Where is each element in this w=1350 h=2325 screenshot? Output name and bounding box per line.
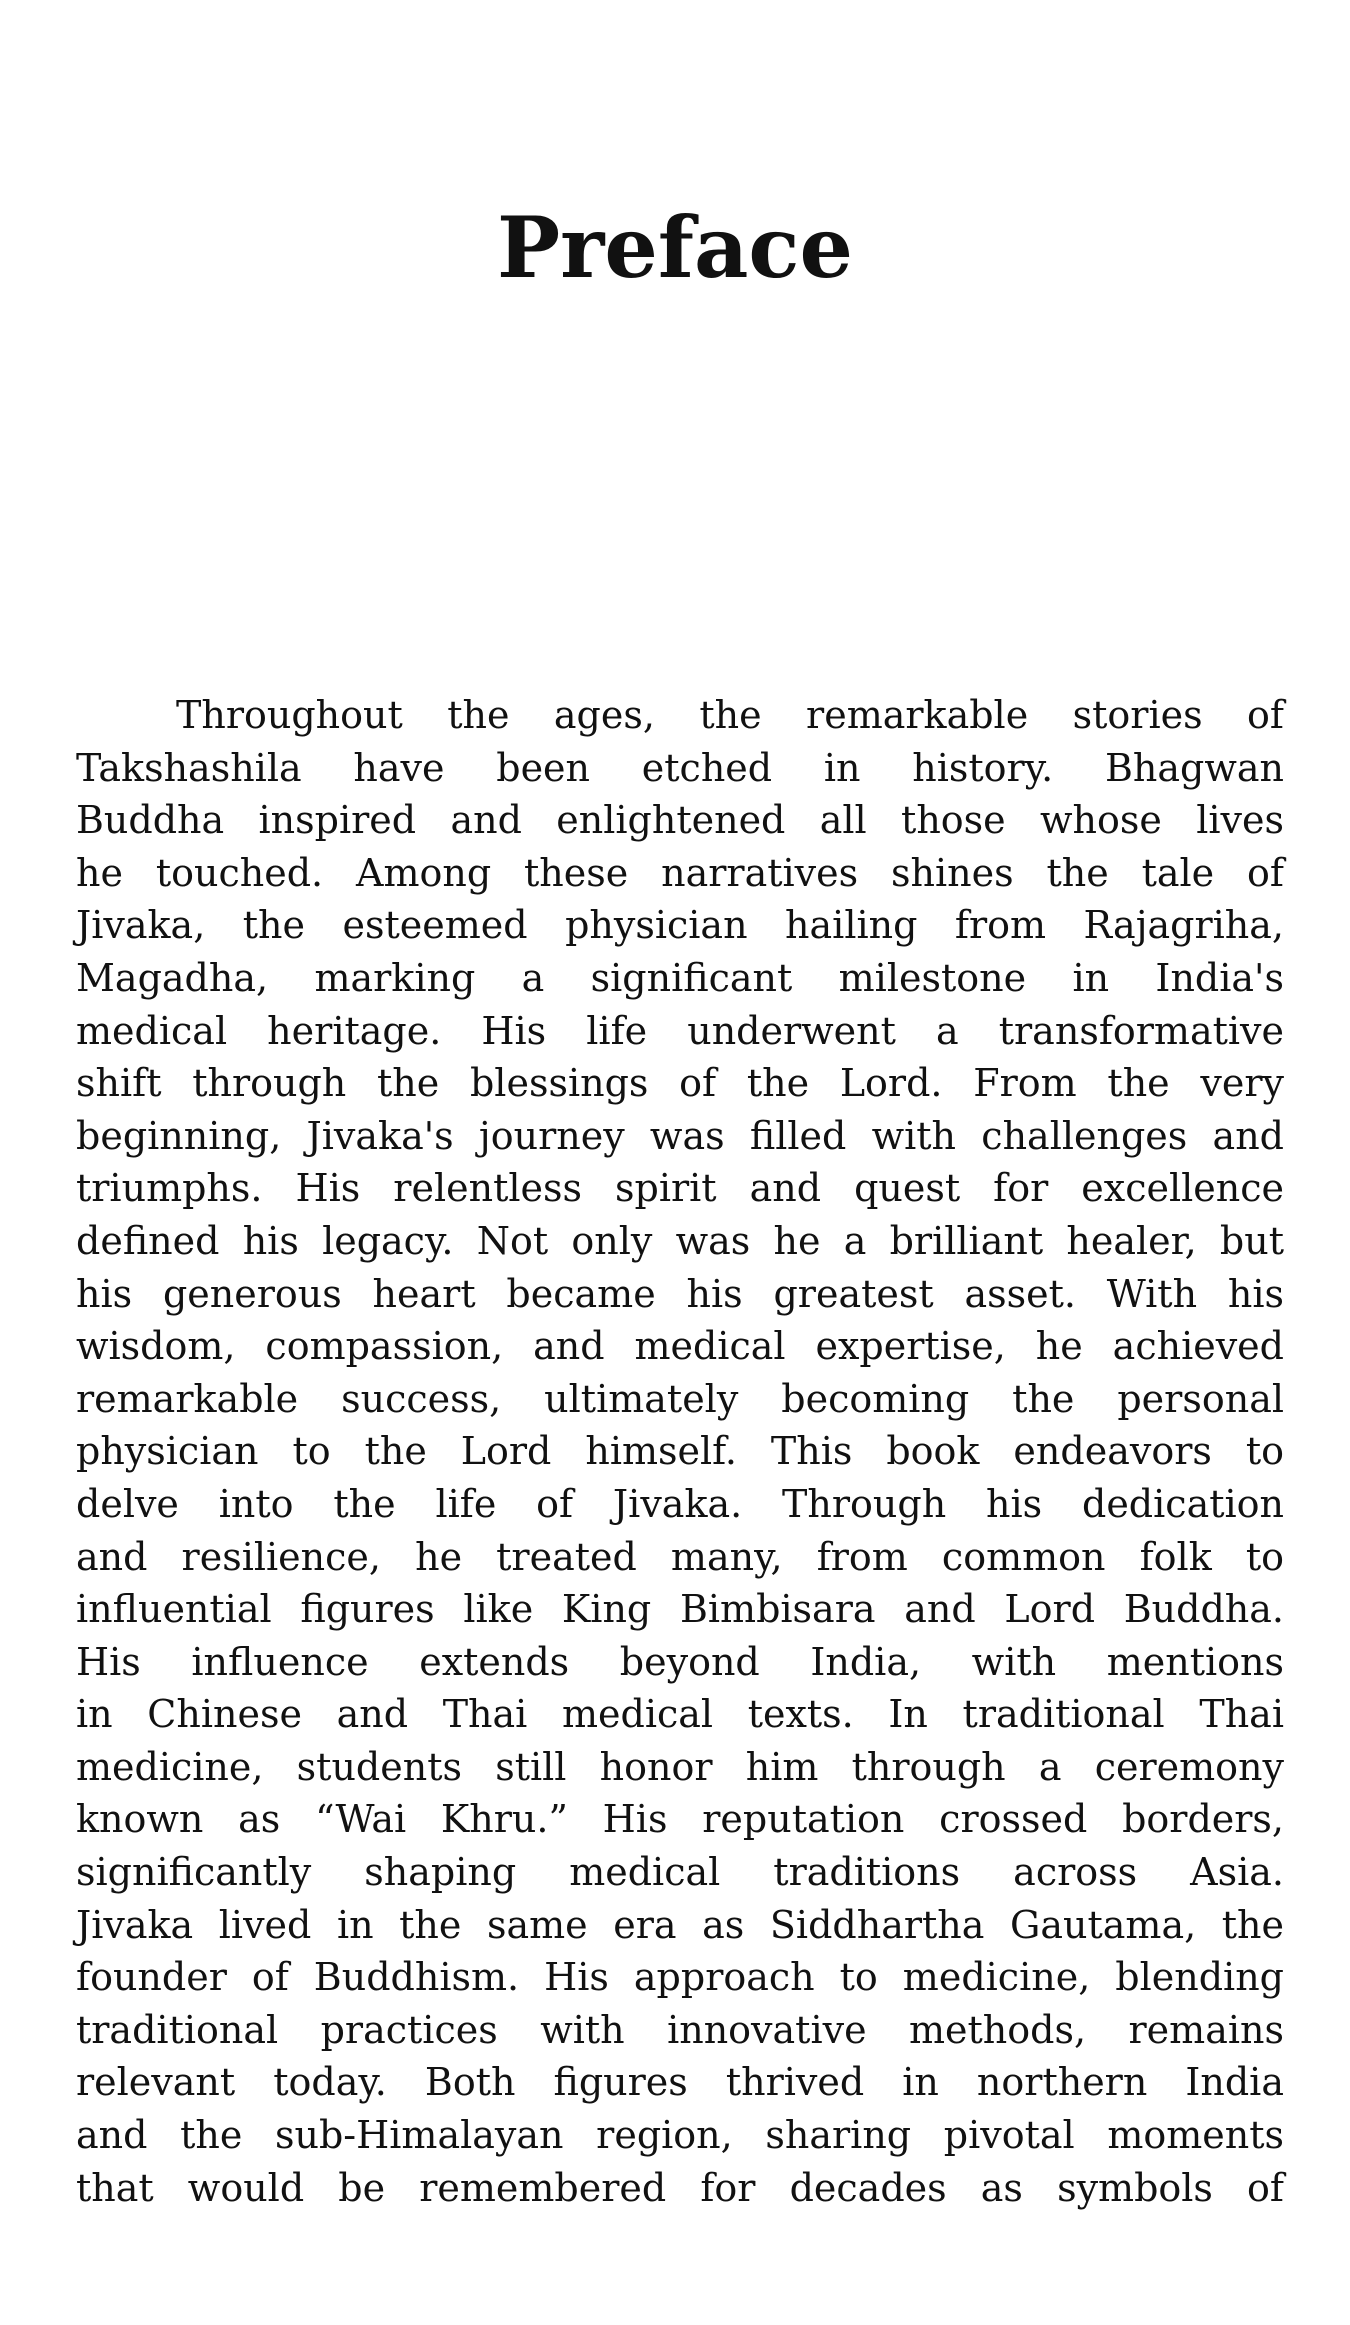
paragraph-line: medicine, students still honor him through a ceremony: [76, 1744, 1284, 1789]
paragraph-line: shift through the blessings of the Lord. From the very: [76, 1061, 1284, 1106]
paragraph-line: defined his legacy. Not only was he a brilliant healer, but: [76, 1218, 1284, 1263]
paragraph-line: delve into the life of Jivaka. Through his dedication: [76, 1481, 1284, 1526]
paragraph-line: and the sub-Himalayan region, sharing pivotal moments: [76, 2113, 1284, 2158]
paragraph-line: founder of Buddhism. His approach to medicine, blending: [76, 1955, 1284, 2000]
paragraph-line: his generous heart became his greatest asset. With his: [76, 1271, 1284, 1316]
paragraph-line: His influence extends beyond India, with mentions: [76, 1639, 1284, 1684]
paragraph-line: Jivaka, the esteemed physician hailing from Rajagriha,: [76, 903, 1284, 948]
page-title: Preface: [496, 198, 853, 297]
paragraph-line: beginning, Jivaka's journey was filled with challenges and: [76, 1113, 1284, 1158]
paragraph-line: Jivaka lived in the same era as Siddhartha Gautama, the: [76, 1902, 1284, 1947]
paragraph-line: and resilience, he treated many, from common folk to: [76, 1534, 1284, 1579]
paragraph-line: remarkable success, ultimately becoming the personal: [76, 1376, 1284, 1421]
paragraph-line: medical heritage. His life underwent a transformative: [76, 1008, 1284, 1053]
paragraph-line: Takshashila have been etched in history. Bhagwan: [76, 745, 1284, 790]
paragraph-line: Buddha inspired and enlightened all those whose lives: [76, 798, 1284, 843]
preface-paragraph: [76, 689, 1284, 2214]
paragraph-line: wisdom, compassion, and medical expertise, he achieved: [76, 1324, 1284, 1369]
paragraph-line: he touched. Among these narratives shines the tale of: [76, 850, 1284, 895]
paragraph-line: influential figures like King Bimbisara and Lord Buddha.: [76, 1587, 1284, 1632]
paragraph-line: triumphs. His relentless spirit and quest for excellence: [76, 1166, 1284, 1211]
paragraph-line: significantly shaping medical traditions across Asia.: [76, 1850, 1284, 1895]
paragraph-line: that would be remembered for decades as symbols of: [76, 2165, 1284, 2210]
paragraph-line: relevant today. Both figures thrived in northern India: [76, 2060, 1284, 2105]
paragraph-line: traditional practices with innovative methods, remains: [76, 2007, 1284, 2052]
paragraph-line: Throughout the ages, the remarkable stories of: [176, 693, 1284, 737]
paragraph-line: physician to the Lord himself. This book endeavors to: [76, 1429, 1284, 1474]
paragraph-line: Magadha, marking a significant milestone in India's: [76, 955, 1284, 1000]
paragraph-line: in Chinese and Thai medical texts. In traditional Thai: [76, 1692, 1284, 1737]
paragraph-line: known as “Wai Khru.” His reputation crossed borders,: [76, 1797, 1284, 1842]
